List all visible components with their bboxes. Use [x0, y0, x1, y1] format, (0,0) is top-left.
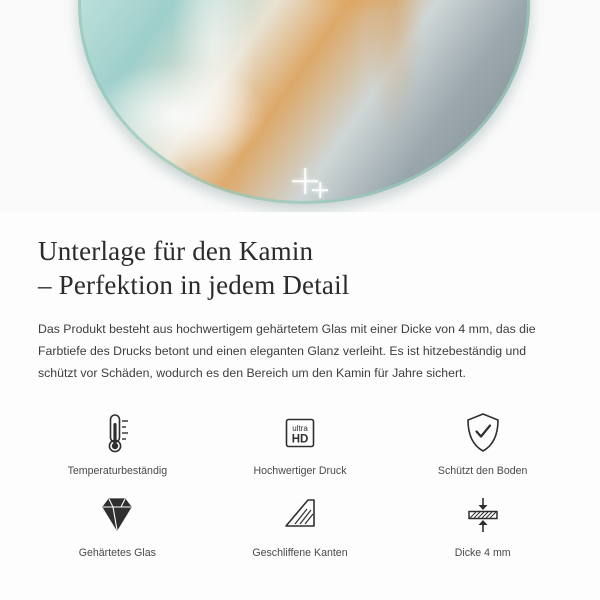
ultra-hd-icon: [215, 410, 385, 456]
shield-check-icon: [398, 410, 568, 456]
svg-text:ultra: ultra: [292, 424, 308, 433]
headline-line-2: – Perfektion in jedem Detail: [38, 270, 350, 300]
thermometer-icon: [32, 410, 202, 456]
feature-item-polished-edges: [215, 492, 385, 560]
feature-item-tempered-glass: [32, 492, 202, 560]
feature-label: Schützt den Boden: [437, 465, 528, 477]
feature-label: Dicke 4 mm: [454, 547, 511, 559]
feature-label: Gehärtetes Glas: [78, 547, 156, 559]
polished-edges-icon: [215, 492, 385, 538]
hero-image: [0, 0, 600, 212]
glass-disc-image: [78, 0, 530, 204]
feature-label: Temperaturbeständig: [67, 465, 168, 477]
feature-item-temperature: [32, 410, 202, 478]
diamond-icon: [32, 492, 202, 538]
thickness-arrows-icon: [398, 492, 568, 538]
headline-line-1: Unterlage für den Kamin: [38, 236, 314, 266]
feature-item-floor-protection: [398, 410, 568, 478]
feature-item-print-quality: [215, 410, 385, 478]
feature-label: Geschliffene Kanten: [252, 547, 348, 559]
text-block: [0, 212, 600, 384]
feature-item-thickness: [398, 492, 568, 560]
page-title: [38, 234, 562, 302]
description-paragraph: Das Produkt besteht aus hochwertigem gehärtetem Glas mit einer Dicke von 4 mm, das die Farbtiefe des Drucks betont und einen eleganten Glanz verleiht. Es ist hitzebeständig und schützt vor Schäden, wodurch es den Bereich um den Kamin für Jahre sichert.: [38, 322, 536, 380]
feature-label: Hochwertiger Druck: [253, 465, 347, 477]
svg-text:HD: HD: [291, 433, 309, 446]
feature-grid: [0, 410, 600, 560]
